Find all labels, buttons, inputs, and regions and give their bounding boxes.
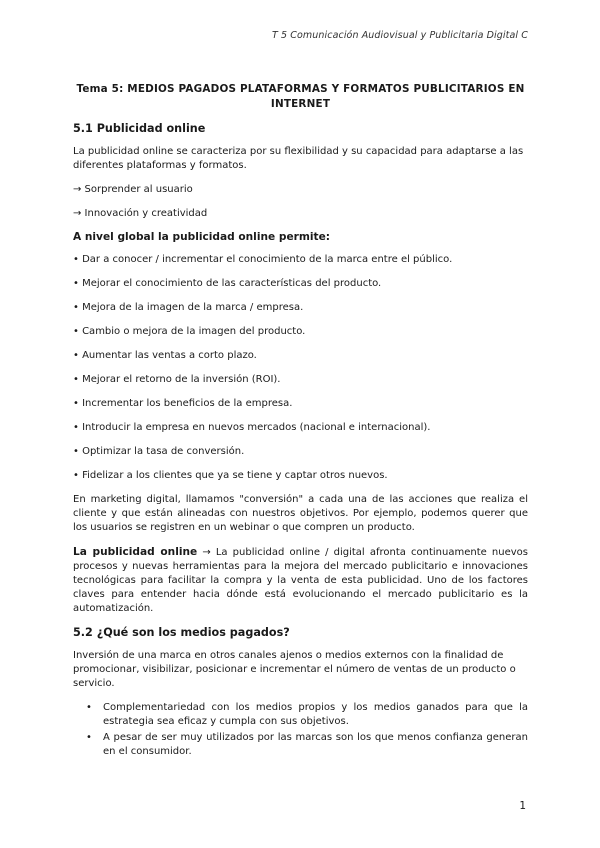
arrow-point: → Innovación y creatividad — [73, 208, 208, 219]
benefit-item: • Dar a conocer / incrementar el conocimiento de la marca entre el público. — [73, 254, 453, 265]
benefit-item: • Fidelizar a los clientes que ya se tiene y captar otros nuevos. — [73, 470, 388, 481]
benefit-item: • Introducir la empresa en nuevos mercados (nacional e internacional). — [73, 422, 431, 433]
paid-media-list — [73, 701, 528, 759]
paragraph-lead: La publicidad online — [73, 546, 198, 558]
page-number: 1 — [519, 800, 526, 812]
bullet-icon: • — [86, 732, 92, 743]
page-content — [73, 82, 528, 761]
conversion-paragraph: En marketing digital, llamamos "conversión" a cada una de las acciones que realiza el cliente y que están alineadas con nuestros objetivos. Por ejemplo, podemos querer que los usuarios se registren en un webinar o que compren un producto. — [73, 494, 528, 533]
benefit-item: • Aumentar las ventas a corto plazo. — [73, 350, 257, 361]
list-item — [73, 701, 528, 729]
list-item — [73, 731, 528, 759]
global-heading: A nivel global la publicidad online permite: — [73, 231, 331, 243]
benefit-item: • Optimizar la tasa de conversión. — [73, 446, 245, 457]
list-item-text: A pesar de ser muy utilizados por las marcas son los que menos confianza generan en el consumidor. — [103, 732, 528, 757]
benefit-item: • Incrementar los beneficios de la empresa. — [73, 398, 293, 409]
paragraph-body: → La publicidad online / digital afronta continuamente nuevos procesos y nuevas herramientas para la mejora del mercado publicitario e innovaciones tecnológicas para facilitar la compra y la venta de esta publicidad. Uno de los factores claves para entender hacia dónde está evolucionando el mercado publicitario es la automatización. — [73, 547, 528, 614]
online-advertising-paragraph — [73, 545, 528, 616]
intro-paragraph: La publicidad online se caracteriza por su flexibilidad y su capacidad para adaptarse a las diferentes plataformas y formatos. — [73, 146, 524, 171]
benefit-item: • Cambio o mejora de la imagen del producto. — [73, 326, 306, 337]
paid-media-definition: Inversión de una marca en otros canales ajenos o medios externos con la finalidad de promocionar, visibilizar, posicionar e incrementar el número de ventas de un producto o servicio. — [73, 650, 516, 689]
list-item-text: Complementariedad con los medios propios y los medios ganados para que la estrategia sea eficaz y cumpla con sus objetivos. — [103, 702, 528, 727]
benefit-item: • Mejorar el retorno de la inversión (ROI). — [73, 374, 281, 385]
benefit-item: • Mejora de la imagen de la marca / empresa. — [73, 302, 304, 313]
bullet-icon: • — [86, 702, 92, 713]
section-heading-5-2: 5.2 ¿Qué son los medios pagados? — [73, 626, 290, 639]
benefit-item: • Mejorar el conocimiento de las características del producto. — [73, 278, 382, 289]
section-heading-5-1: 5.1 Publicidad online — [73, 122, 206, 135]
arrow-point: → Sorprender al usuario — [73, 184, 193, 195]
document-title: Tema 5: MEDIOS PAGADOS PLATAFORMAS Y FORMATOS PUBLICITARIOS EN INTERNET — [76, 83, 525, 110]
running-header: T 5 Comunicación Audiovisual y Publicitaria Digital C — [271, 30, 528, 41]
